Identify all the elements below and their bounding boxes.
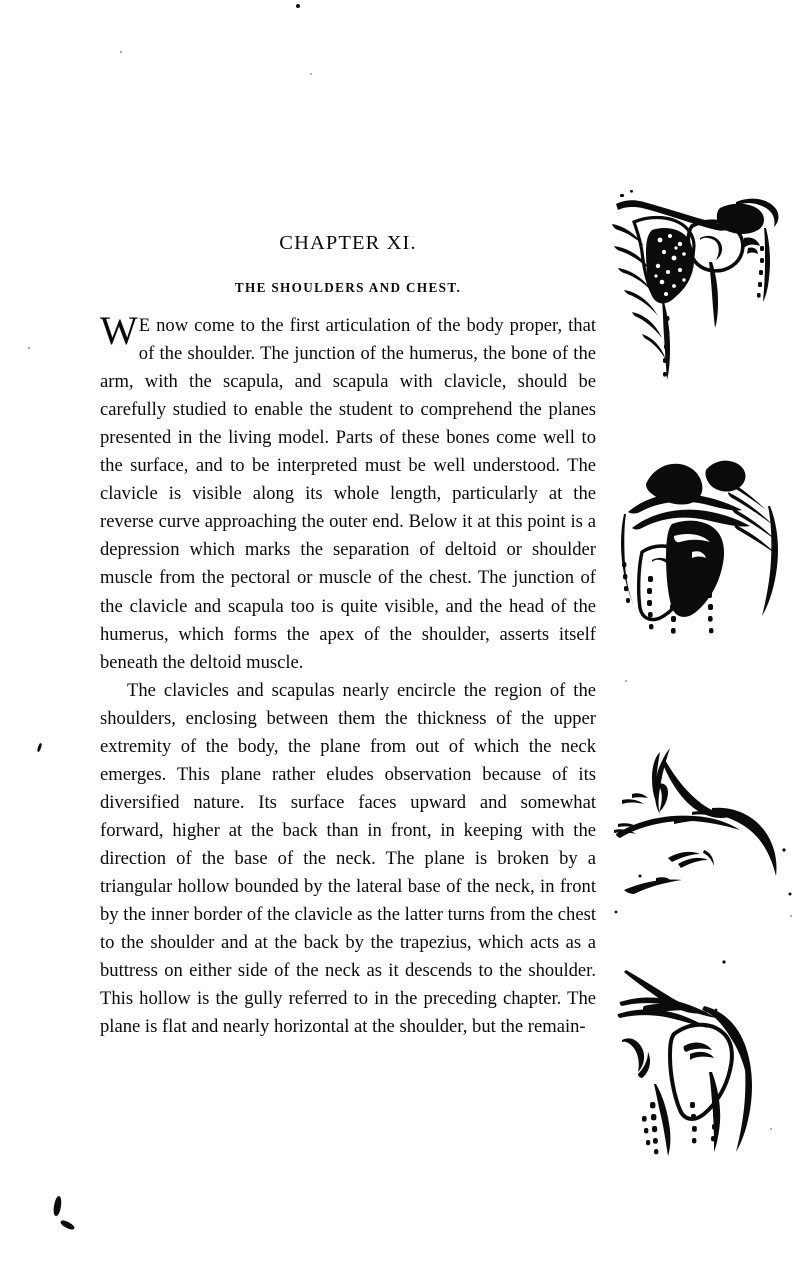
shoulder-muscles-figure xyxy=(608,440,798,650)
drop-capital-letter: W xyxy=(100,308,138,354)
scan-speck xyxy=(625,680,627,682)
illustration-column xyxy=(608,0,800,1268)
shoulder-skeleton-figure xyxy=(608,182,794,400)
ink-mark-lower-left-upper xyxy=(52,1196,62,1217)
scan-speck xyxy=(296,4,300,8)
scan-speck xyxy=(28,347,30,349)
scan-speck xyxy=(790,915,792,917)
scan-speck xyxy=(310,73,312,75)
ink-tick-left-margin xyxy=(37,743,43,752)
body-paragraph-1 xyxy=(100,308,596,677)
body-paragraph-2: The clavicles and scapulas nearly encircle the region of the shoulders, enclosing between them the thickness of the upper extremity of the body, the plane from out of which the neck emerges. This plane rather eludes observation because of its diversified nature. Its surface faces upward and somewhat forward, higher at the back than in front, in keeping with the direction of the base of the neck. The plane is broken by a triangular hollow bounded by the lateral base of the neck, in front by the inner border of the clavicle as the latter turns from the chest to the shoulder and at the back by the trapezius, which acts as a buttress on either side of the neck as it descends to the shoulder. This hollow is the gully referred to in the preceding chapter. The plane is flat and nearly horizontal at the shoulder, but the remain- xyxy=(100,679,596,1038)
chapter-title: CHAPTER XI. xyxy=(279,232,417,254)
scan-speck xyxy=(120,51,122,53)
scan-speck xyxy=(770,1128,772,1130)
ink-mark-lower-left-lower xyxy=(59,1219,75,1231)
shoulder-surface-form-figure xyxy=(608,742,796,920)
section-title: THE SHOULDERS AND CHEST. xyxy=(234,279,462,295)
text-column xyxy=(100,232,596,1041)
shoulder-contour-figure xyxy=(608,956,796,1160)
body-paragraph-1-text: E now come to the first articulation of the body proper, that of the shoulder. The junction of the humerus, the bone of the arm, with the scapula, and scapula with clavicle, should be carefully studied to enable the student to comprehend the planes presented in the living model. Parts of these bones come well to the surface, and to be interpreted must be well understood. The clavicle is visible along its whole length, particularly at the reverse curve approaching the outer end. Below it at this point is a depression which marks the separation of deltoid or shoulder muscle from the pectoral or muscle of the chest. The junction of the clavicle and scapula too is quite visible, and the head of the humerus, which forms the apex of the shoulder, asserts itself beneath the deltoid muscle. xyxy=(100,315,596,673)
